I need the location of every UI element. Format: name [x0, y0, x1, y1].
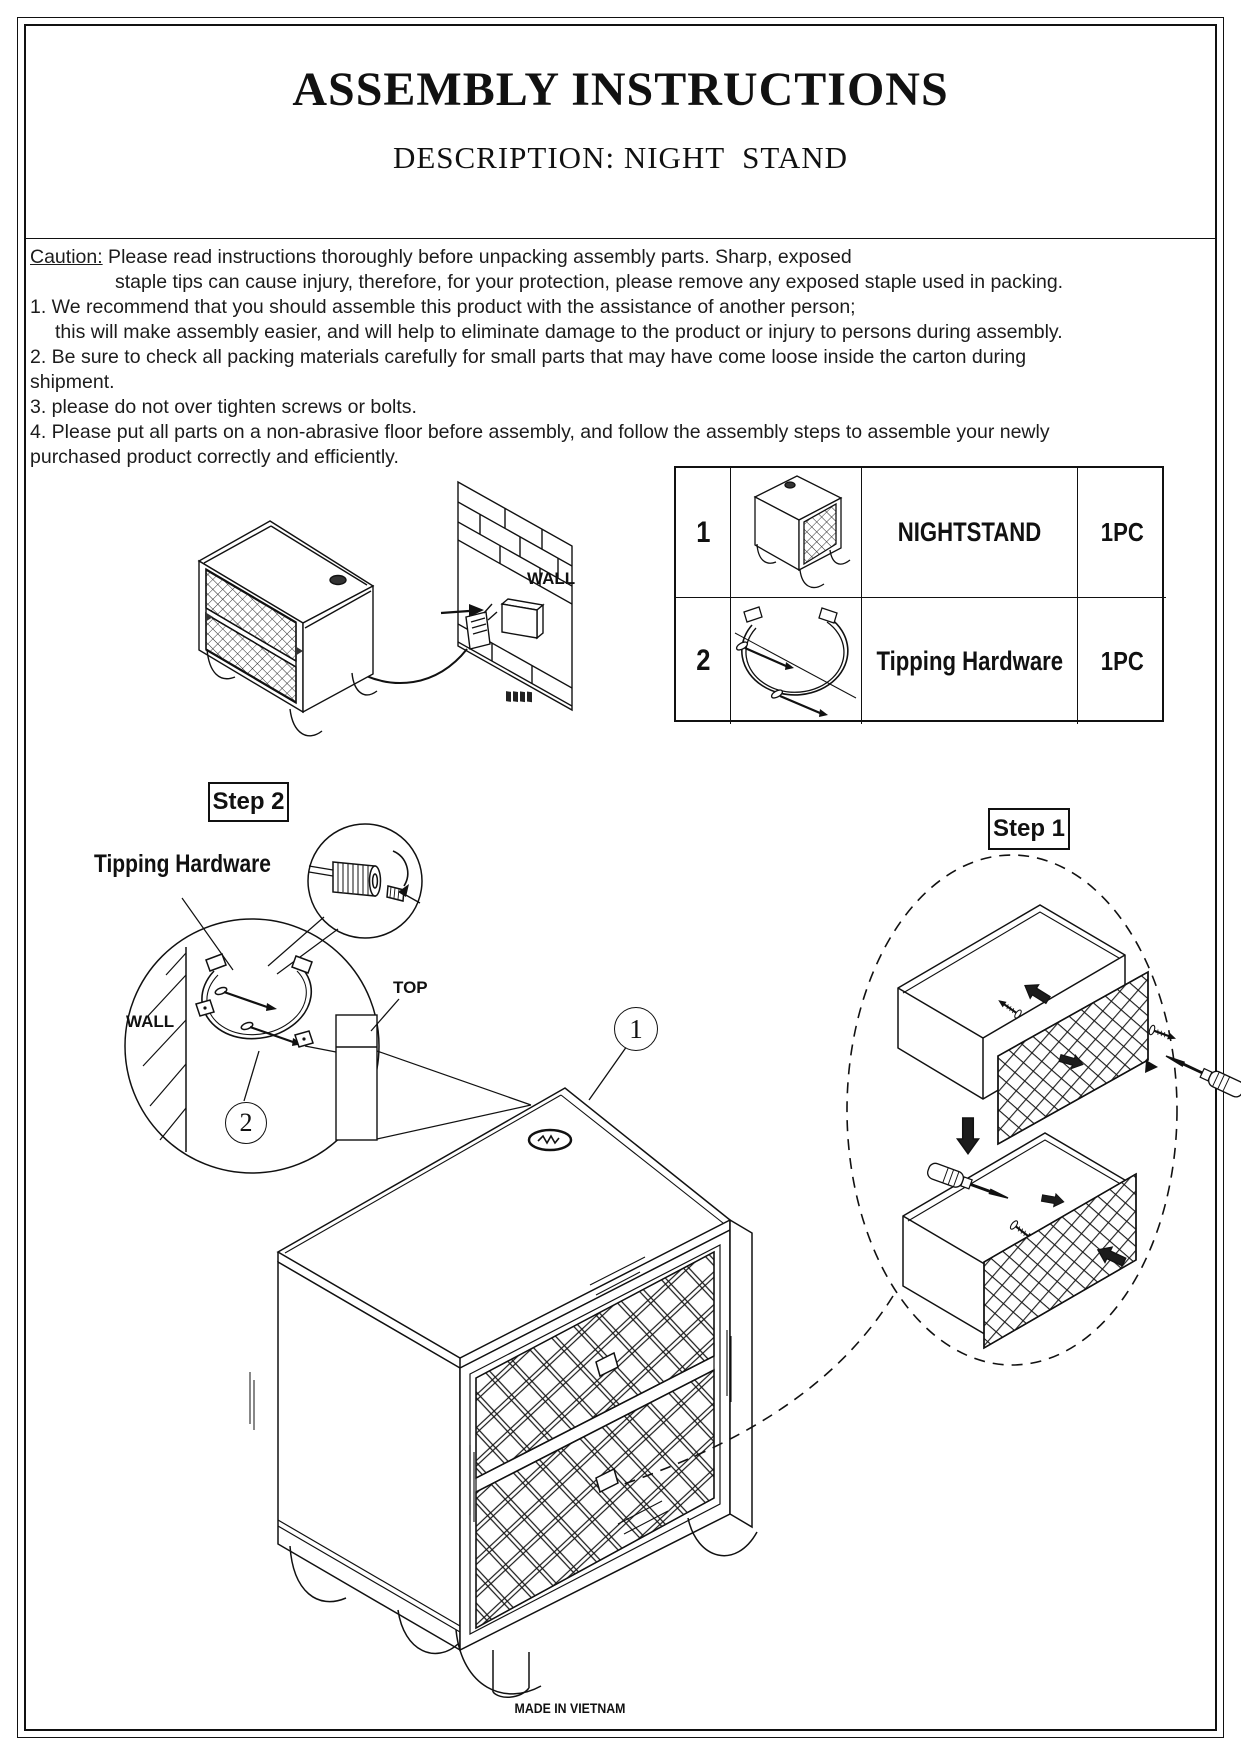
parts-table [674, 466, 1164, 722]
main-nightstand-drawing [250, 1088, 757, 1697]
step2-top-label: TOP [393, 978, 428, 997]
step2-wall-label: WALL [126, 1012, 175, 1031]
caution-line-6: purchased product correctly and efficiently. [30, 446, 399, 468]
part-row1-num: 1 [676, 468, 731, 598]
callout-1: 1 [614, 1007, 658, 1051]
step2-hardware-label: Tipping Hardware [94, 850, 271, 878]
part-row2-qty: 1PC [1100, 645, 1144, 676]
overview-wall-label: WALL [527, 569, 576, 588]
step1-title: Step 1 [992, 815, 1066, 842]
made-in-label: MADE IN VIETNAM [514, 1700, 626, 1716]
part-row2-num: 2 [676, 598, 731, 724]
overview-illustration [199, 482, 572, 736]
part-row1-qty: 1PC [1078, 468, 1166, 598]
step1-title-box [988, 808, 1070, 850]
caution-line-0: 1. We recommend that you should assemble this product with the assistance of another person; [30, 296, 856, 318]
part-row2-image-cell [731, 598, 862, 724]
step2-title: Step 2 [212, 788, 285, 815]
callout-2: 2 [225, 1102, 267, 1144]
part-row2-name: Tipping Hardware [862, 598, 1078, 724]
step2-title-box [208, 782, 289, 822]
caution-intro-1: Please read instructions thoroughly before unpacking assembly parts. Sharp, exposed [102, 246, 852, 268]
part-row1-name: NIGHTSTAND [862, 468, 1078, 598]
caution-line-3: shipment. [30, 371, 115, 393]
page-title: ASSEMBLY INSTRUCTIONS [292, 63, 949, 116]
caution-line-2: 2. Be sure to check all packing materials carefully for small parts that may have come loose inside the carton during [30, 346, 1027, 368]
part-row1-image-cell [731, 468, 862, 598]
caution-line-4: 3. please do not over tighten screws or bolts. [30, 396, 417, 418]
caution-label: Caution: [30, 246, 103, 268]
caution-line-1: this will make assembly easier, and will help to eliminate damage to the product or injury to persons during assembly. [55, 321, 1063, 343]
page-description: DESCRIPTION: NIGHT STAND [392, 140, 849, 175]
caution-line-5: 4. Please put all parts on a non-abrasive floor before assembly, and follow the assembly steps to assemble your newly [30, 421, 1050, 443]
caution-intro-2: staple tips can cause injury, therefore, for your protection, please remove any exposed staple used in packing. [115, 271, 1064, 293]
